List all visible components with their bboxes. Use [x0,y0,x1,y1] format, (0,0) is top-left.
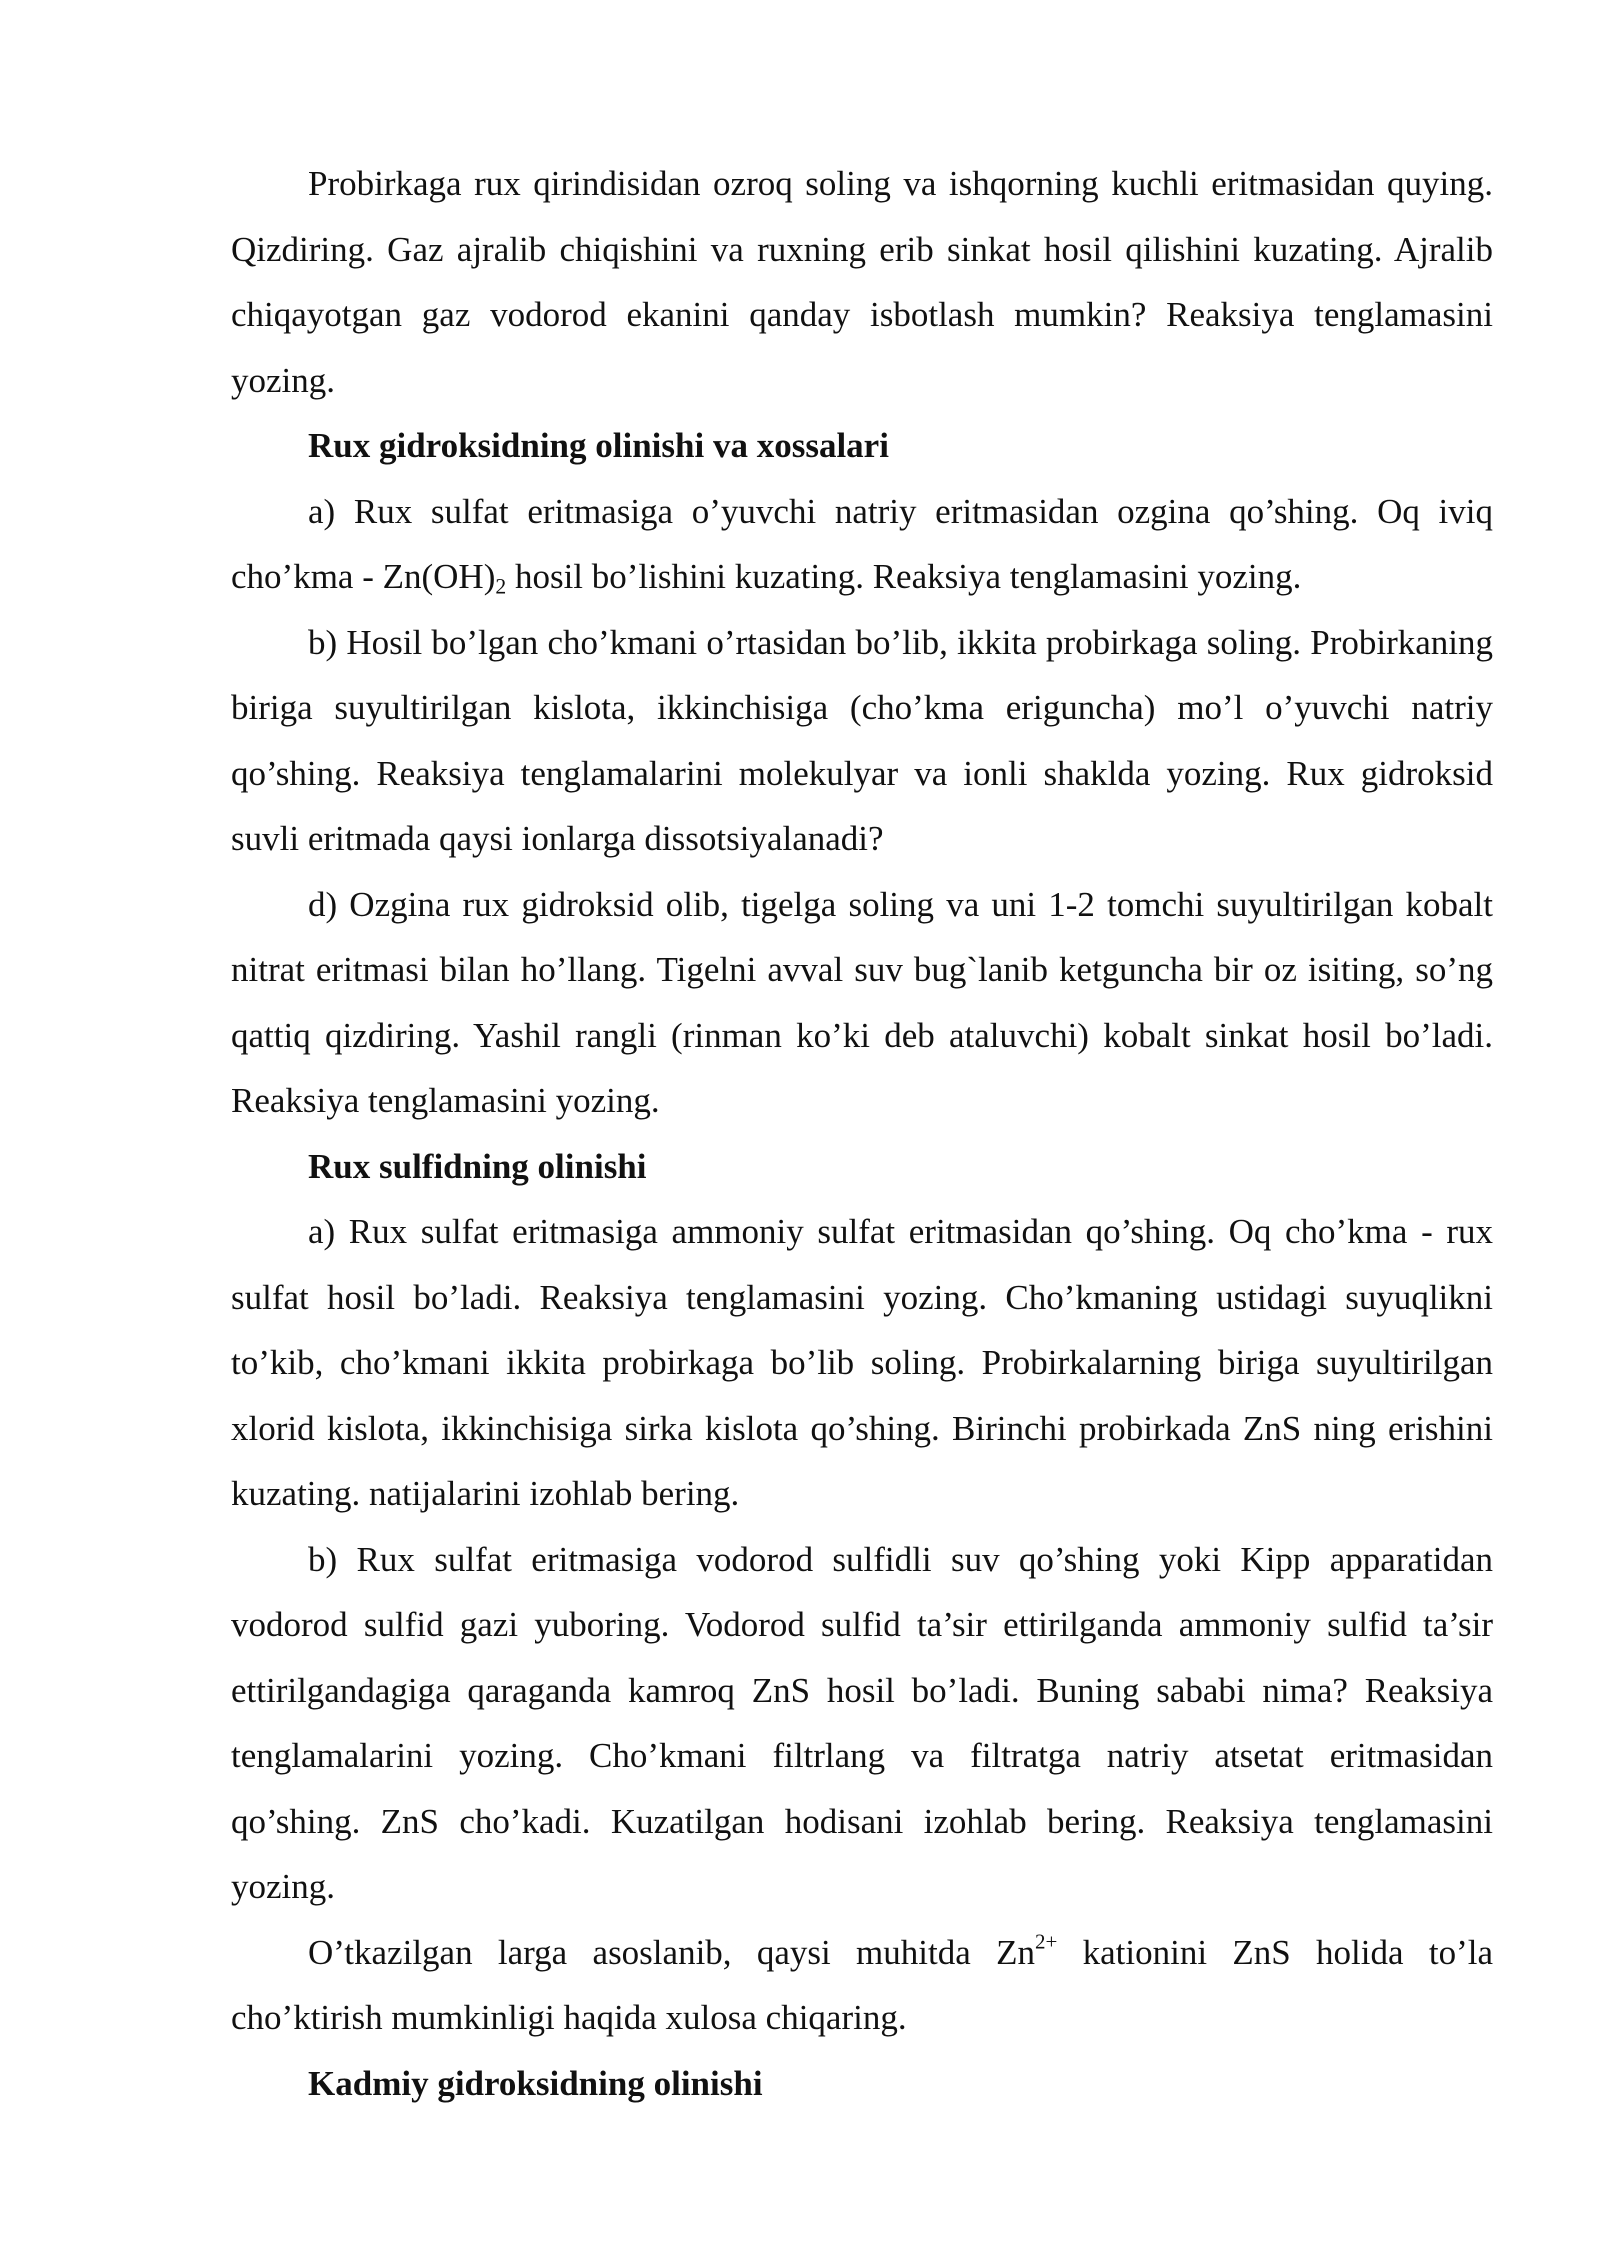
text-segment: kationini ZnS holida to’la cho’ktirish mumkinligi haqida xulosa chiqaring. [231,1932,1493,2037]
paragraph-zinc-sulfide-b: b) Rux sulfat eritmasiga vodorod sulfidli suv qo’shing yoki Kipp apparatidan vodorod sulfid gazi yuboring. Vodorod sulfid ta’sir ettirilganda ammoniy sulfid ta’sir ettirilgandagiga qaraganda kamroq ZnS hosil bo’ladi. Buning sababi nima? Reaksiya tenglamalarini yozing. Cho’kmani filtrlang va filtratga natriy atsetat eritmasidan qo’shing. ZnS cho’kadi. Kuzatilgan hodisani izohlab bering. Reaksiya tenglamasini yozing. [231,1539,1493,1906]
paragraph-conclusion [231,1920,1493,2051]
document-page [231,151,1493,2116]
text-segment: a) Rux sulfat eritmasiga o’yuvchi natriy eritmasidan ozgina qo’shing. Oq iviq cho’kma - Zn(OH) [231,491,1493,596]
paragraph-zinc-hydroxide-a [231,479,1493,610]
section-heading-zinc-hydroxide: Rux gidroksidning olinishi va xossalari [308,426,889,465]
superscript-charge: 2+ [1034,1928,1058,1953]
intro-paragraph: Probirkaga rux qirindisidan ozroq soling va ishqorning kuchli eritmasidan quying. Qizdiring. Gaz ajralib chiqishini va ruxning erib sinkat hosil qilishini kuzating. Ajralib chiqayotgan gaz vodorod ekanini qanday isbotlash mumkin? Reaksiya tenglamasini yozing. [231,164,1493,400]
paragraph-zinc-hydroxide-d: d) Ozgina rux gidroksid olib, tigelga soling va uni 1-2 tomchi suyultirilgan kobalt nitrat eritmasi bilan ho’llang. Tigelni avval suv bug`lanib ketguncha bir oz isiting, so’ng qattiq qizdiring. Yashil rangli (rinman ko’ki deb ataluvchi) kobalt sinkat hosil bo’ladi. Reaksiya tenglamasini yozing. [231,884,1493,1120]
text-segment: O’tkazilgan larga asoslanib, qaysi muhitda Zn [308,1932,1035,1972]
section-heading-cadmium-hydroxide: Kadmiy gidroksidning olinishi [308,2063,763,2103]
section-heading-zinc-sulfide: Rux sulfidning olinishi [308,1146,647,1186]
paragraph-zinc-hydroxide-b: b) Hosil bo’lgan cho’kmani o’rtasidan bo’lib, ikkita probirkaga soling. Probirkaning biriga suyultirilgan kislota, ikkinchisiga (cho’kma eriguncha) mo’l o’yuvchi natriy qo’shing. Reaksiya tenglamalarini molekulyar va ionli shaklda yozing. Rux gidroksid suvli eritmada qaysi ionlarga dissotsiyalanadi? [231,622,1493,858]
subscript-2: 2 [495,574,507,599]
paragraph-zinc-sulfide-a: a) Rux sulfat eritmasiga ammoniy sulfat eritmasidan qo’shing. Oq cho’kma - rux sulfat hosil bo’ladi. Reaksiya tenglamasini yozing. Cho’kmaning ustidagi suyuqlikni to’kib, cho’kmani ikkita probirkaga bo’lib soling. Probirkalarning biriga suyultirilgan xlorid kislota, ikkinchisiga sirka kislota qo’shing. Birinchi probirkada ZnS ning erishini kuzating. natijalarini izohlab bering. [231,1212,1493,1513]
text-segment: hosil bo’lishini kuzating. Reaksiya tenglamasini yozing. [506,557,1302,596]
